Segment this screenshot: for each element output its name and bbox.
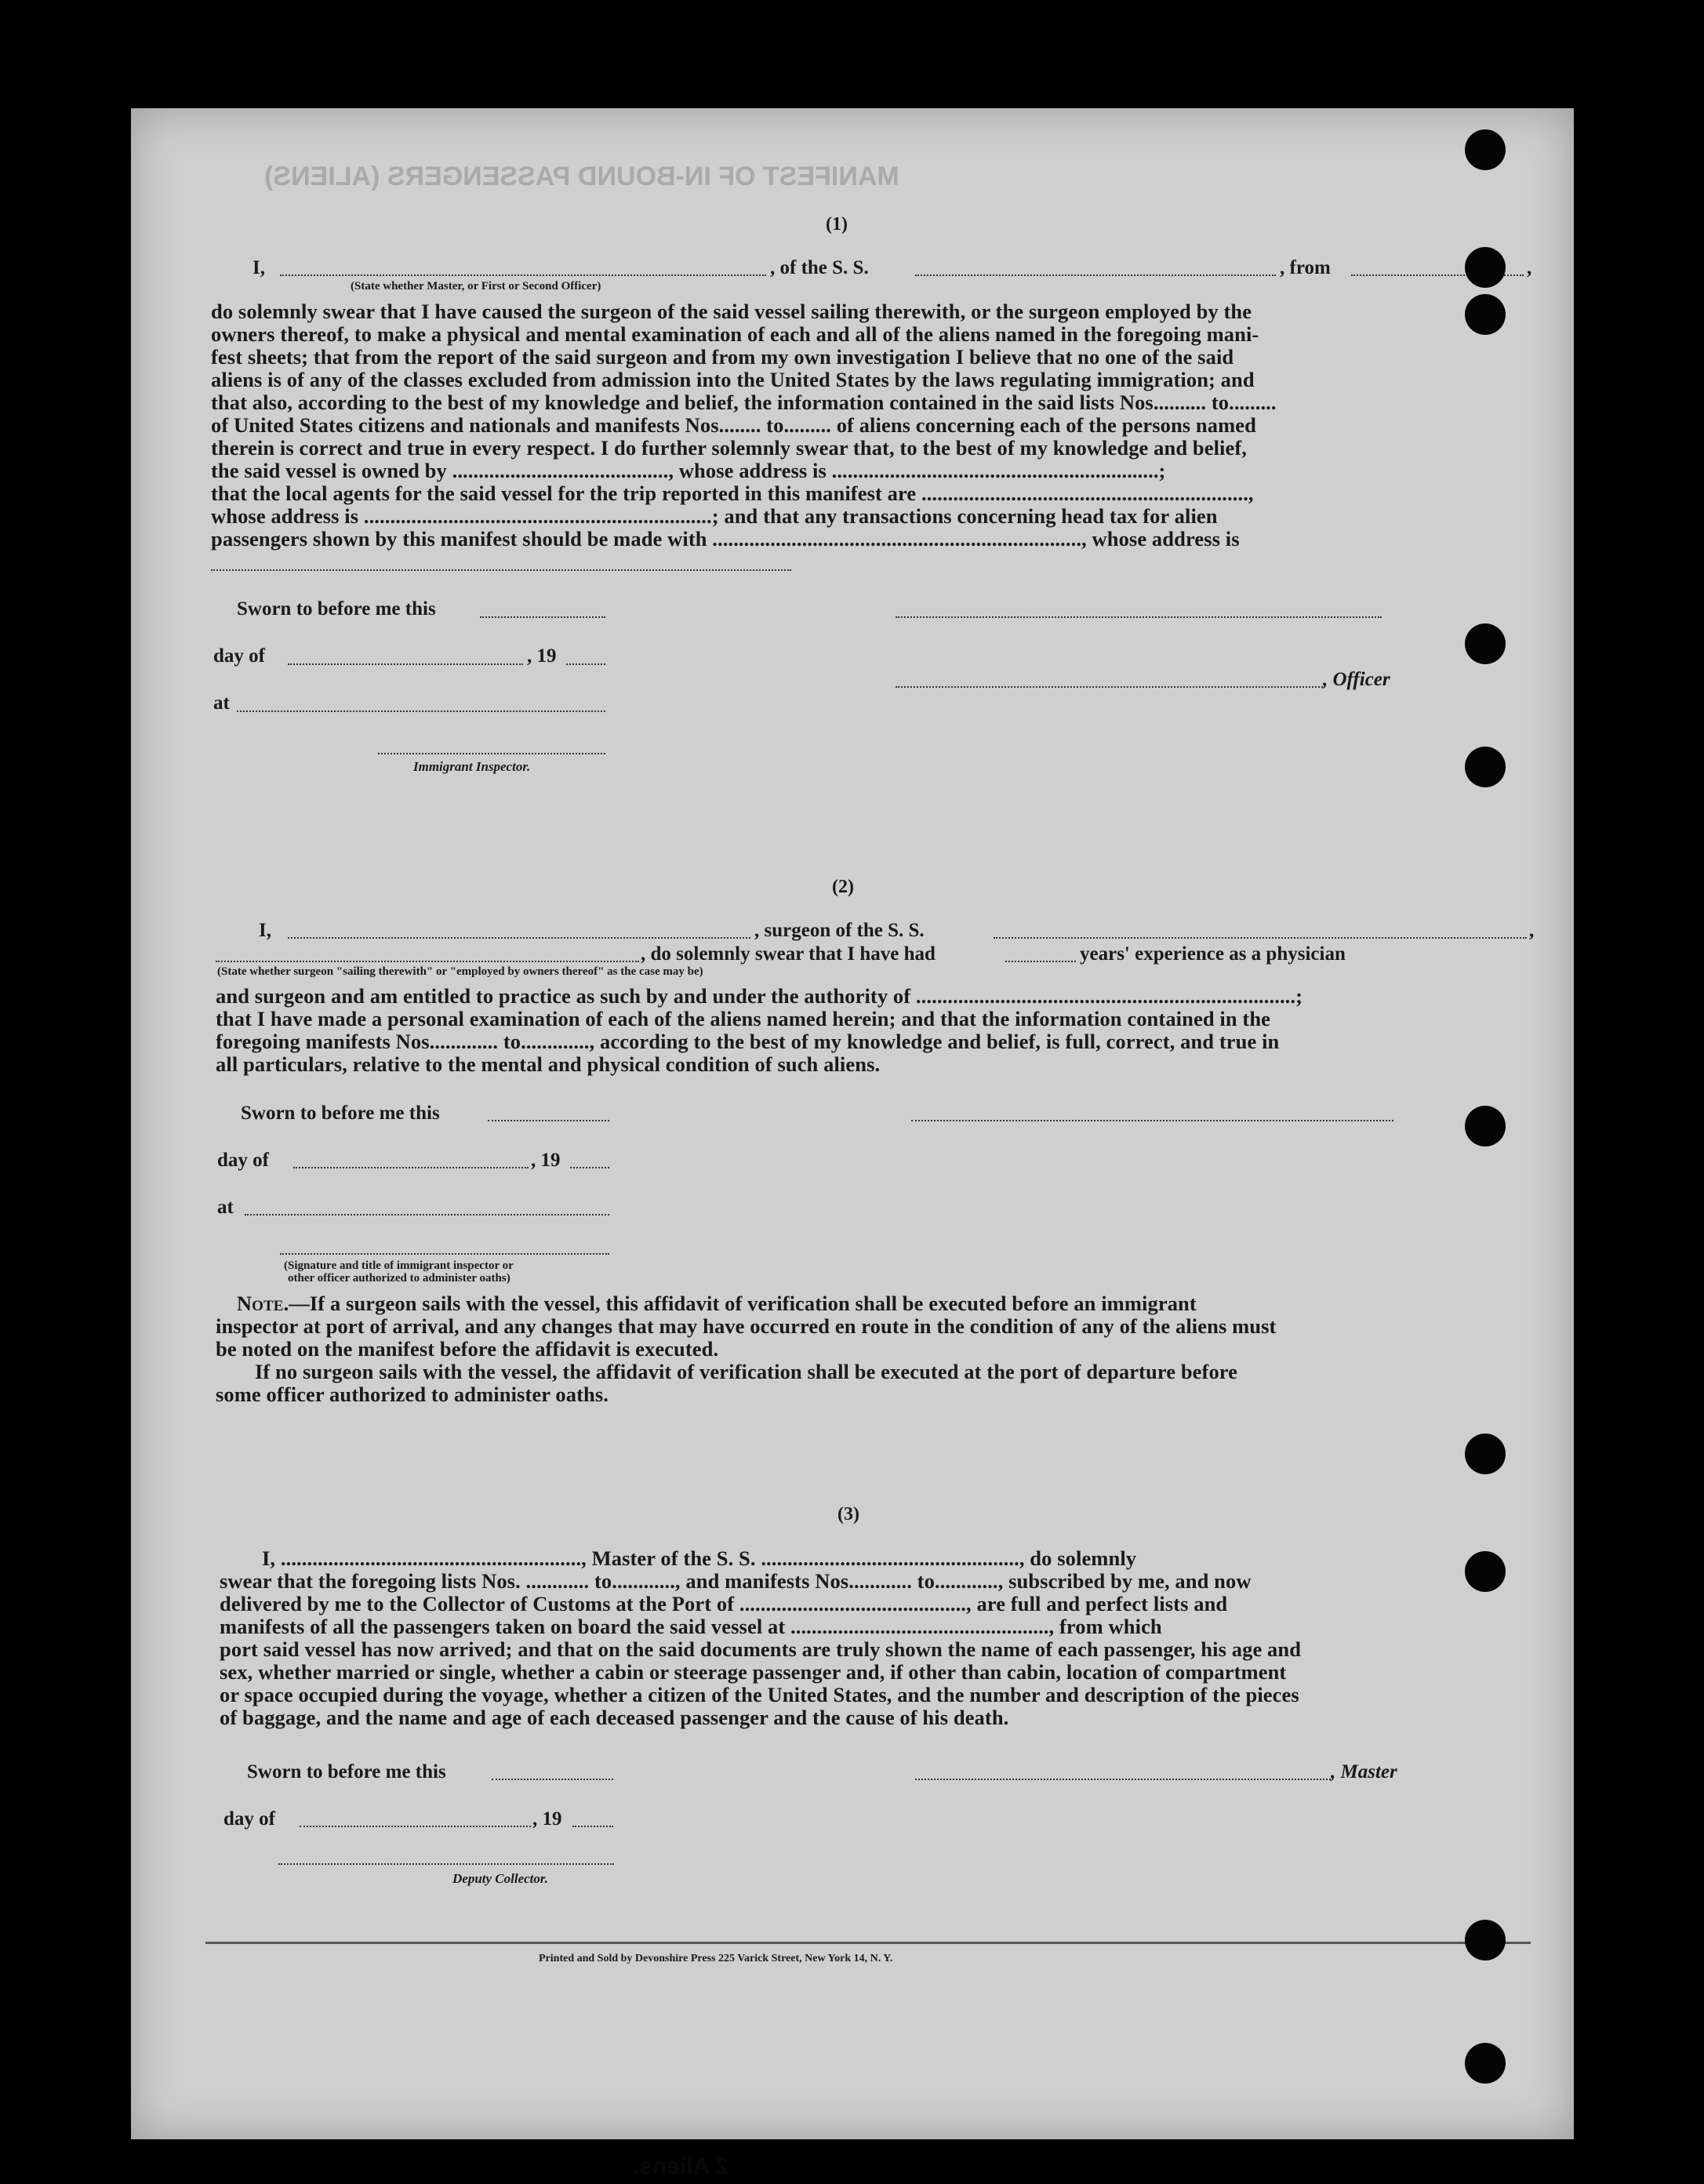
s2-line: and surgeon and am entitled to practice as such by and under the authority of ........................................................................; — [216, 984, 1303, 1008]
s1-inspector-label: Immigrant Inspector. — [413, 759, 531, 774]
s1-line: fest sheets; that from the report of the said surgeon and from my own investigation I believe that no one of the said — [211, 345, 1234, 369]
s2-year-label: , 19 — [531, 1150, 561, 1171]
bleed-through-bottom: 2 Aliens. — [633, 2153, 729, 2179]
s2-comma: , — [1529, 920, 1535, 941]
s1-year-blank[interactable] — [566, 663, 605, 665]
s1-from-label: , from — [1280, 257, 1331, 278]
binder-hole — [1465, 747, 1506, 787]
s2-solemnly-label: , do solemnly swear that I have had — [641, 943, 936, 965]
s2-vessel-blank[interactable] — [994, 937, 1527, 939]
s3-collector-label: Deputy Collector. — [452, 1871, 548, 1886]
s1-line: the said vessel is owned by ........................................., whose address is ..............................................................; — [211, 459, 1166, 482]
s3-year-label: , 19 — [532, 1808, 562, 1830]
s1-state-note: (State whether Master, or First or Second Officer) — [351, 280, 601, 293]
s1-at-label: at — [213, 692, 230, 714]
s2-year-blank[interactable] — [570, 1167, 609, 1168]
s1-officer-sig-blank[interactable] — [896, 686, 1323, 688]
s1-line: therein is correct and true in every respect. I do further solemnly swear that, to the best of my knowledge and belief, — [211, 436, 1248, 460]
s1-of-ss-label: , of the S. S. — [770, 257, 869, 278]
s1-at-blank[interactable] — [237, 710, 605, 712]
footer-rule — [205, 1942, 1531, 1944]
s1-officer-label: , Officer — [1323, 669, 1390, 690]
s3-day-label: day of — [223, 1808, 275, 1830]
s1-line: aliens is of any of the classes excluded from admission into the United States by the laws regulating immigration; and — [211, 368, 1255, 391]
s1-line: that also, according to the best of my knowledge and belief, the information contained in the said lists Nos.......... to......... — [211, 391, 1277, 414]
s2-line: all particulars, relative to the mental and physical condition of such aliens. — [216, 1052, 881, 1076]
s2-day-label: day of — [217, 1150, 269, 1171]
s2-line: foregoing manifests Nos............. to............., according to the best of my knowledge and belief, is full, correct, and true in — [216, 1030, 1280, 1053]
s1-day-label: day of — [213, 645, 265, 667]
s3-line: port said vessel has now arrived; and that on the said documents are truly shown the name of each passenger, his age and — [220, 1637, 1302, 1661]
s1-line: do solemnly swear that I have caused the surgeon of the said vessel sailing therewith, or the surgeon employed by the — [211, 300, 1252, 323]
s3-line: manifests of all the passengers taken on board the said vessel at ................................................., from which — [220, 1615, 1162, 1638]
printer-credit: Printed and Sold by Devonshire Press 225 Varick Street, New York 14, N. Y. — [539, 1953, 893, 1964]
s2-line: that I have made a personal examination of each of the aliens named herein; and that the information contained in the — [216, 1007, 1271, 1030]
s3-master-sig-blank[interactable] — [915, 1779, 1331, 1780]
s3-sworn-blank[interactable] — [492, 1779, 613, 1780]
s2-day-blank[interactable] — [293, 1167, 529, 1168]
binder-hole — [1465, 1551, 1506, 1592]
s2-sworn-blank[interactable] — [488, 1120, 609, 1121]
s1-address-blank[interactable] — [211, 569, 791, 571]
s3-line: swear that the foregoing lists Nos. ............ to............, and manifests Nos............ to............, subscribed by me, and now — [220, 1569, 1252, 1593]
s3-master-label: , Master — [1331, 1761, 1397, 1782]
s2-note-line: some officer authorized to administer oaths. — [216, 1383, 609, 1406]
s2-sailing-blank[interactable] — [216, 961, 639, 962]
s3-sworn-label: Sworn to before me this — [247, 1761, 446, 1782]
s1-comma: , — [1527, 257, 1532, 278]
s1-sworn-blank[interactable] — [480, 616, 605, 618]
s2-state-note: (State whether surgeon "sailing therewith" or "employed by owners thereof" as the case may be) — [217, 965, 703, 978]
s3-line: I, ........................................................., Master of the S. S. ................................................., do solemnly — [262, 1546, 1137, 1570]
s3-oath-text — [220, 1547, 1537, 1729]
s1-i-label: I, — [253, 257, 265, 278]
s1-line: owners thereof, to make a physical and mental examination of each and all of the aliens named in the foregoing mani- — [211, 322, 1259, 346]
s1-line: that the local agents for the said vessel for the trip reported in this manifest are .............................................................., — [211, 481, 1254, 505]
s1-line: passengers shown by this manifest should be made with ......................................................................, whose address is — [211, 527, 1240, 551]
s2-sworn-label: Sworn to before me this — [241, 1103, 440, 1124]
binder-hole — [1465, 129, 1506, 170]
s2-note-line: If no surgeon sails with the vessel, the affidavit of verification shall be executed at the port of departure before — [255, 1360, 1238, 1383]
s1-line: of United States citizens and nationals and manifests Nos........ to......... of aliens concerning each of the persons named — [211, 413, 1256, 437]
s2-years-blank[interactable] — [1005, 961, 1076, 962]
s3-line: of baggage, and the name and age of each deceased passenger and the cause of his death. — [220, 1706, 1009, 1729]
s2-years-label: years' experience as a physician — [1080, 943, 1346, 965]
s1-day-blank[interactable] — [288, 663, 523, 665]
s2-sig-blank[interactable] — [911, 1120, 1393, 1121]
s1-officer-sig-top-blank[interactable] — [896, 616, 1382, 618]
note-label: Note. — [236, 1292, 289, 1315]
binder-hole — [1465, 1106, 1506, 1147]
binder-hole — [1465, 1920, 1506, 1961]
s3-collector-sig-blank[interactable] — [278, 1863, 614, 1865]
section-2-number: (2) — [832, 877, 854, 897]
s1-line: whose address is ..................................................................; and that any transactions concerning head tax for alien — [211, 504, 1218, 528]
s2-surgeon-name-blank[interactable] — [288, 937, 750, 939]
s2-inspector-sig-blank[interactable] — [280, 1253, 609, 1255]
binder-hole — [1465, 623, 1506, 664]
binder-hole — [1465, 247, 1506, 288]
s2-i-label: I, — [259, 920, 271, 941]
s2-sig-note-2: other officer authorized to administer oaths) — [288, 1272, 510, 1285]
s2-note-line — [216, 1292, 1533, 1315]
s1-year-label: , 19 — [527, 645, 557, 667]
s2-at-label: at — [217, 1197, 234, 1218]
s1-oath-text — [211, 300, 1528, 551]
binder-hole — [1465, 2043, 1506, 2084]
s3-day-blank[interactable] — [300, 1826, 531, 1827]
s2-note-line: be noted on the manifest before the affidavit is executed. — [216, 1337, 719, 1361]
section-3-number: (3) — [837, 1504, 859, 1524]
s2-note-line: inspector at port of arrival, and any changes that may have occurred en route in the condition of any of the aliens must — [216, 1314, 1277, 1338]
s3-line: sex, whether married or single, whether a cabin or steerage passenger and, if other than cabin, location of compartment — [220, 1660, 1287, 1684]
section-1-number: (1) — [826, 214, 848, 234]
s2-sig-note-1: (Signature and title of immigrant inspector or — [284, 1259, 514, 1272]
s2-at-blank[interactable] — [245, 1214, 609, 1216]
s2-surgeon-of-label: , surgeon of the S. S. — [754, 920, 925, 941]
manifest-back-page — [131, 108, 1574, 2179]
s2-note — [216, 1292, 1533, 1406]
s2-oath-text — [216, 985, 1533, 1076]
bleed-through-title: MANIFEST OF IN-BOUND PASSENGERS (ALIENS) — [264, 162, 899, 191]
note-text: —If a surgeon sails with the vessel, this affidavit of verification shall be executed before an immigrant — [289, 1292, 1197, 1315]
s3-year-blank[interactable] — [572, 1826, 613, 1827]
s1-sworn-label: Sworn to before me this — [237, 598, 436, 620]
s3-line: delivered by me to the Collector of Customs at the Port of ..........................................., are full and perfect lists and — [220, 1592, 1228, 1615]
binder-hole — [1465, 1434, 1506, 1474]
s1-inspector-sig-blank[interactable] — [378, 753, 605, 754]
s1-vessel-blank[interactable] — [915, 274, 1276, 276]
s3-line: or space occupied during the voyage, whether a citizen of the United States, and the number and description of the pieces — [220, 1683, 1299, 1706]
s1-officer-name-blank[interactable] — [280, 274, 766, 276]
binder-hole — [1465, 294, 1506, 335]
